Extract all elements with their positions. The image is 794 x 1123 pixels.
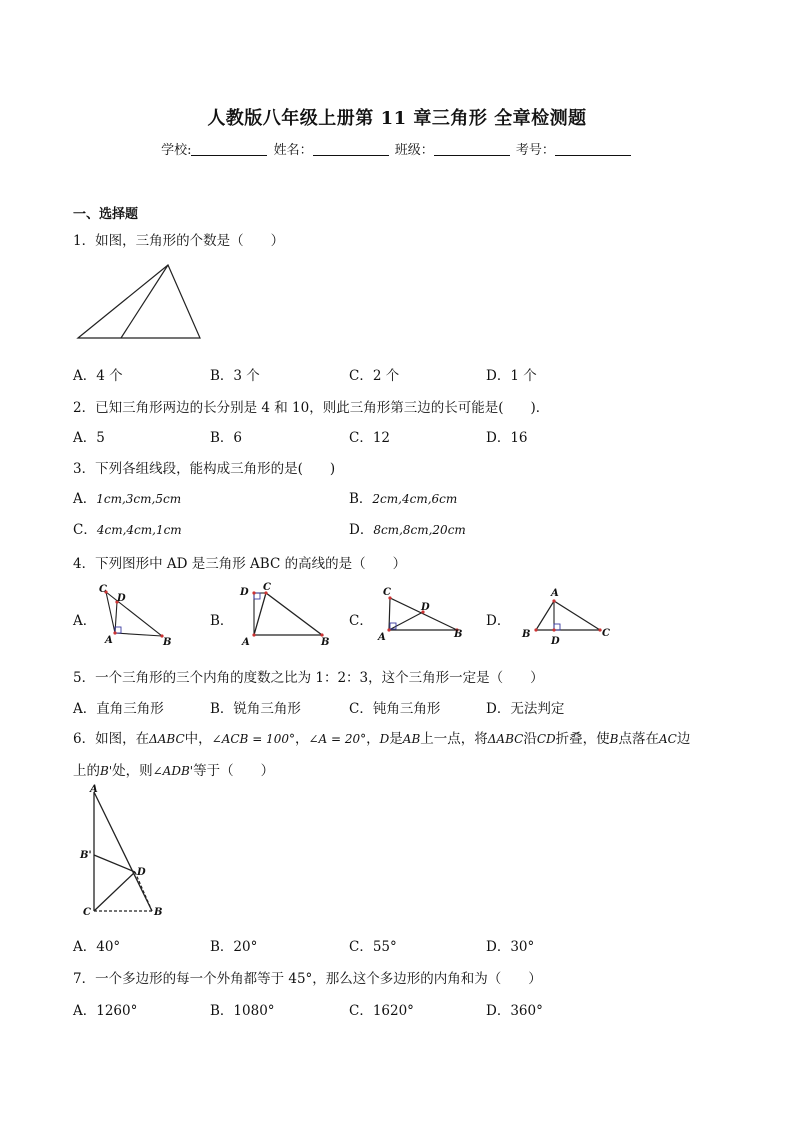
q6-text-3: ，: [294, 731, 309, 747]
q6-math-9: AC: [658, 732, 677, 746]
q6-math-1: ΔABC: [149, 732, 185, 746]
q5-option-b[interactable]: B．锐角三角形: [210, 701, 301, 717]
question-4: 4．下列图形中 AD 是三角形 ABC 的高线的是（ ）: [73, 556, 407, 572]
q6-text-1: 6．如图，在: [73, 731, 150, 747]
q6-math-11: ∠ADB': [152, 764, 194, 778]
q1-outer-triangle: [78, 265, 200, 338]
q6-text-7: 沿: [523, 731, 537, 747]
q4c-label-a: A: [378, 632, 386, 643]
q4-figure-d: [516, 584, 616, 648]
q7-option-b[interactable]: B．1080°: [210, 1003, 275, 1019]
q6-text-9: 点落在: [618, 731, 659, 747]
q7-option-c[interactable]: C．1620°: [349, 1003, 414, 1019]
q3-option-a-math: 1cm,3cm,5cm: [96, 492, 182, 506]
q1-option-d[interactable]: D．1 个: [486, 368, 537, 384]
q6-text-4: ，: [366, 731, 380, 747]
q6-math-8: B: [609, 732, 619, 746]
q6-fold-figure: [72, 784, 172, 920]
q6-text-13: 等于（ ）: [193, 763, 275, 779]
q6-math-4: D: [379, 732, 390, 746]
q4c-label-b: B: [454, 629, 463, 640]
q3-option-d-math: 8cm,8cm,20cm: [373, 523, 466, 537]
q3-option-b[interactable]: [349, 487, 457, 507]
school-blank[interactable]: [191, 142, 267, 156]
question-1: 1．如图，三角形的个数是（ ）: [73, 233, 285, 249]
q6-option-b[interactable]: B．20°: [210, 939, 258, 955]
q6-text-6: 上一点，将: [420, 731, 488, 747]
q6-text-5: 是: [389, 731, 403, 747]
q4-figure-a: [95, 582, 180, 648]
q2-option-a[interactable]: A．5: [73, 430, 105, 446]
question-3: 3．下列各组线段，能构成三角形的是( ): [73, 461, 336, 477]
q4-option-c[interactable]: C．: [349, 613, 373, 629]
q3-option-a[interactable]: [73, 487, 181, 507]
question-2: 2．已知三角形两边的长分别是 4 和 10，则此三角形第三边的长可能是( )．: [73, 400, 550, 416]
q6-label-d: D: [137, 867, 146, 878]
section-heading: 一、选择题: [73, 207, 139, 222]
question-6-line-1: [73, 727, 690, 747]
school-label: 学校:: [161, 143, 192, 158]
q6-label-b: B: [154, 907, 163, 918]
q4c-label-d: D: [421, 602, 430, 613]
q4d-label-c: C: [602, 628, 610, 639]
q6-label-c: C: [83, 907, 91, 918]
q1-option-a[interactable]: A．4 个: [73, 368, 123, 384]
q3-option-c-math: 4cm,4cm,1cm: [96, 523, 182, 537]
q4-figure-b: [232, 580, 332, 648]
q4d-label-b: B: [522, 629, 531, 640]
q6-text-11: 上的: [73, 763, 100, 779]
q6-text-8: 折叠，使: [555, 731, 610, 747]
q7-option-a[interactable]: A．1260°: [73, 1003, 138, 1019]
class-blank[interactable]: [434, 142, 510, 156]
q1-inner-line: [121, 265, 168, 338]
q6-option-d[interactable]: D．30°: [486, 939, 535, 955]
q7-option-d[interactable]: D．360°: [486, 1003, 543, 1019]
q2-option-c[interactable]: C．12: [349, 430, 391, 446]
q1-triangle-figure: [74, 262, 204, 342]
q4b-label-c: C: [263, 582, 271, 593]
q4b-label-a: A: [242, 637, 250, 648]
q4-option-b[interactable]: B．: [210, 613, 234, 629]
q1-option-b[interactable]: B．3 个: [210, 368, 260, 384]
q5-option-a[interactable]: A．直角三角形: [73, 701, 164, 717]
question-6-line-2: [73, 759, 274, 779]
q4-figure-c: [375, 583, 470, 645]
q6-math-7: CD: [536, 732, 556, 746]
student-info-line: [0, 139, 794, 158]
q4a-label-d: D: [117, 593, 126, 604]
q3-option-b-math: 2cm,4cm,6cm: [372, 492, 458, 506]
q6-label-bprime: B': [80, 850, 92, 861]
q6-option-c[interactable]: C．55°: [349, 939, 397, 955]
q6-option-a[interactable]: A．40°: [73, 939, 121, 955]
q4-option-d[interactable]: D．: [486, 613, 511, 629]
q6-math-6: ΔABC: [487, 732, 524, 746]
name-label: 姓名：: [273, 143, 313, 158]
q4c-label-c: C: [383, 587, 391, 598]
q1-option-c[interactable]: C．2 个: [349, 368, 400, 384]
q3-option-d[interactable]: [349, 518, 466, 538]
number-blank[interactable]: [555, 142, 631, 156]
q6-text-10: 边: [676, 731, 691, 747]
q4a-label-c: C: [99, 584, 107, 595]
q4a-label-b: B: [163, 637, 172, 648]
q4d-label-d: D: [551, 636, 560, 647]
q4b-label-b: B: [321, 637, 330, 648]
q3-option-b-label: B．: [349, 491, 373, 507]
q4-option-a[interactable]: A．: [73, 613, 97, 629]
q3-option-c[interactable]: [73, 518, 182, 538]
q5-option-d[interactable]: D．无法判定: [486, 701, 565, 717]
q3-option-d-label: D．: [349, 522, 374, 538]
q3-option-c-label: C．: [73, 522, 97, 538]
q6-text-12: 处，则: [112, 763, 153, 779]
q2-option-b[interactable]: B．6: [210, 430, 243, 446]
class-label: 班级：: [394, 143, 434, 158]
q5-option-c[interactable]: C．钝角三角形: [349, 701, 441, 717]
q6-math-5: AB: [402, 732, 421, 746]
q6-math-10: B': [100, 764, 113, 778]
q4d-label-a: A: [551, 588, 559, 599]
q6-label-a: A: [90, 784, 98, 795]
q3-option-a-label: A．: [73, 491, 97, 507]
q4b-label-d: D: [240, 587, 249, 598]
number-label: 考号：: [515, 143, 555, 158]
q2-option-d[interactable]: D．16: [486, 430, 528, 446]
q6-math-3: ∠A = 20°: [308, 732, 367, 746]
page-title: 人教版八年级上册第 11 章三角形 全章检测题: [207, 108, 587, 129]
q6-text-2: 中，: [184, 731, 212, 747]
question-5: 5．一个三角形的三个内角的度数之比为 1：2：3，这个三角形一定是（ ）: [73, 670, 544, 686]
name-blank[interactable]: [313, 142, 389, 156]
q6-math-2: ∠ACB = 100°: [211, 732, 295, 746]
q4a-label-a: A: [105, 635, 113, 646]
question-7: 7．一个多边形的每一个外角都等于 45°，那么这个多边形的内角和为（ ）: [73, 971, 542, 987]
